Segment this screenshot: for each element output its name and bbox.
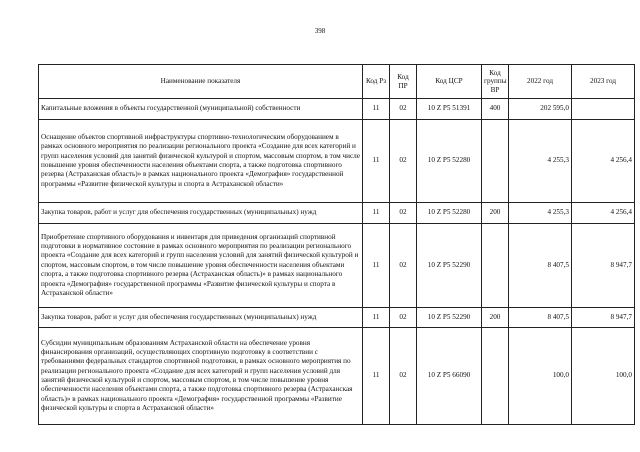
row-csr-code: 10 Z P5 52290 [417, 308, 482, 328]
row-indicator-name: Закупка товаров, работ и услуг для обеспечения государственных (муниципальных) нужд [39, 203, 363, 224]
header-rz-code: Код Рз [363, 65, 390, 99]
row-amount-2022: 202 595,0 [509, 99, 572, 120]
table-row [39, 203, 635, 224]
row-rz-code: 11 [363, 308, 390, 328]
row-vr-code: 200 [482, 308, 509, 328]
row-amount-2023 [572, 99, 635, 120]
row-amount-2022: 4 255,3 [509, 120, 572, 203]
row-vr-code [482, 120, 509, 203]
row-pr-code: 02 [390, 308, 417, 328]
header-pr-code: Код ПР [390, 65, 417, 99]
row-vr-code [482, 224, 509, 308]
row-amount-2022: 4 255,3 [509, 203, 572, 224]
row-pr-code: 02 [390, 99, 417, 120]
row-pr-code: 02 [390, 203, 417, 224]
row-pr-code: 02 [390, 224, 417, 308]
row-csr-code: 10 Z P5 66090 [417, 328, 482, 425]
row-amount-2023: 4 256,4 [572, 120, 635, 203]
row-pr-code: 02 [390, 328, 417, 425]
row-amount-2023: 100,0 [572, 328, 635, 425]
row-rz-code: 11 [363, 99, 390, 120]
row-csr-code: 10 Z P5 51391 [417, 99, 482, 120]
budget-table [38, 64, 635, 425]
row-csr-code: 10 Z P5 52280 [417, 203, 482, 224]
table-row [39, 224, 635, 308]
header-year-2022: 2022 год [509, 65, 572, 99]
row-amount-2023: 8 947,7 [572, 224, 635, 308]
row-amount-2023: 8 947,7 [572, 308, 635, 328]
page-number: 398 [314, 27, 326, 35]
row-rz-code: 11 [363, 224, 390, 308]
table-header-row [39, 65, 635, 99]
row-rz-code: 11 [363, 328, 390, 425]
row-csr-code: 10 Z P5 52280 [417, 120, 482, 203]
row-amount-2022: 8 407,5 [509, 308, 572, 328]
row-rz-code: 11 [363, 120, 390, 203]
header-indicator-name: Наименование показателя [39, 65, 363, 99]
row-amount-2023: 4 256,4 [572, 203, 635, 224]
header-vr-code: Код группы ВР [482, 65, 509, 99]
table-row [39, 308, 635, 328]
row-indicator-name: Оснащение объектов спортивной инфраструктуры спортивно-технологическим оборудованием в рамках основного мероприятия по реализации регионального проекта «Создание для всех категорий и групп населения условий для занятий физической культурой и спортом, массовым спортом, в том числе повышение уровня обеспеченности населения объектами спорта, а также подготовка спортивного резерва (Астраханская область)» в рамках национального проекта «Демография» государственной программы «Развитие физической культуры и спорта в Астраханской области» [39, 120, 363, 203]
header-csr-code: Код ЦСР [417, 65, 482, 99]
row-amount-2022: 100,0 [509, 328, 572, 425]
row-amount-2022: 8 407,5 [509, 224, 572, 308]
row-indicator-name: Субсидии муниципальным образованиям Астраханской области на обеспечение уровня финансирования организаций, осуществляющих спортивную подготовку в соответствии с требованиями федеральных стандартов спортивной подготовки, в рамках основного мероприятия по реализации регионального проекта «Создание для всех категорий и групп населения условий для занятий физической культурой и спортом, массовым спортом, в том числе повышение уровня обеспеченности населения объектами спорта, а также подготовка спортивного резерва (Астраханская область)» в рамках национального проекта «Демография» государственной программы «Развитие физической культуры и спорта в Астраханской области» [39, 328, 363, 425]
row-indicator-name: Приобретение спортивного оборудования и инвентаря для приведения организаций спортивной подготовки в нормативное состояние в рамках основного мероприятия по реализации регионального проекта «Создание для всех категорий и групп населения условий для занятий физической культурой и спортом, массовым спортом, в том числе повышение уровня обеспеченности населения объектами спорта, а также подготовка спортивного резерва (Астраханская область)» в рамках национального проекта «Демография» государственной программы «Развитие физической культуры и спорта в Астраханской области» [39, 224, 363, 308]
row-pr-code: 02 [390, 120, 417, 203]
row-vr-code: 400 [482, 99, 509, 120]
row-vr-code [482, 328, 509, 425]
row-rz-code: 11 [363, 203, 390, 224]
row-csr-code: 10 Z P5 52290 [417, 224, 482, 308]
row-indicator-name: Закупка товаров, работ и услуг для обеспечения государственных (муниципальных) нужд [39, 308, 363, 328]
table-row [39, 328, 635, 425]
header-year-2023: 2023 год [572, 65, 635, 99]
table-row [39, 120, 635, 203]
row-vr-code: 200 [482, 203, 509, 224]
table-row [39, 99, 635, 120]
row-indicator-name: Капитальные вложения в объекты государственной (муниципальной) собственности [39, 99, 363, 120]
